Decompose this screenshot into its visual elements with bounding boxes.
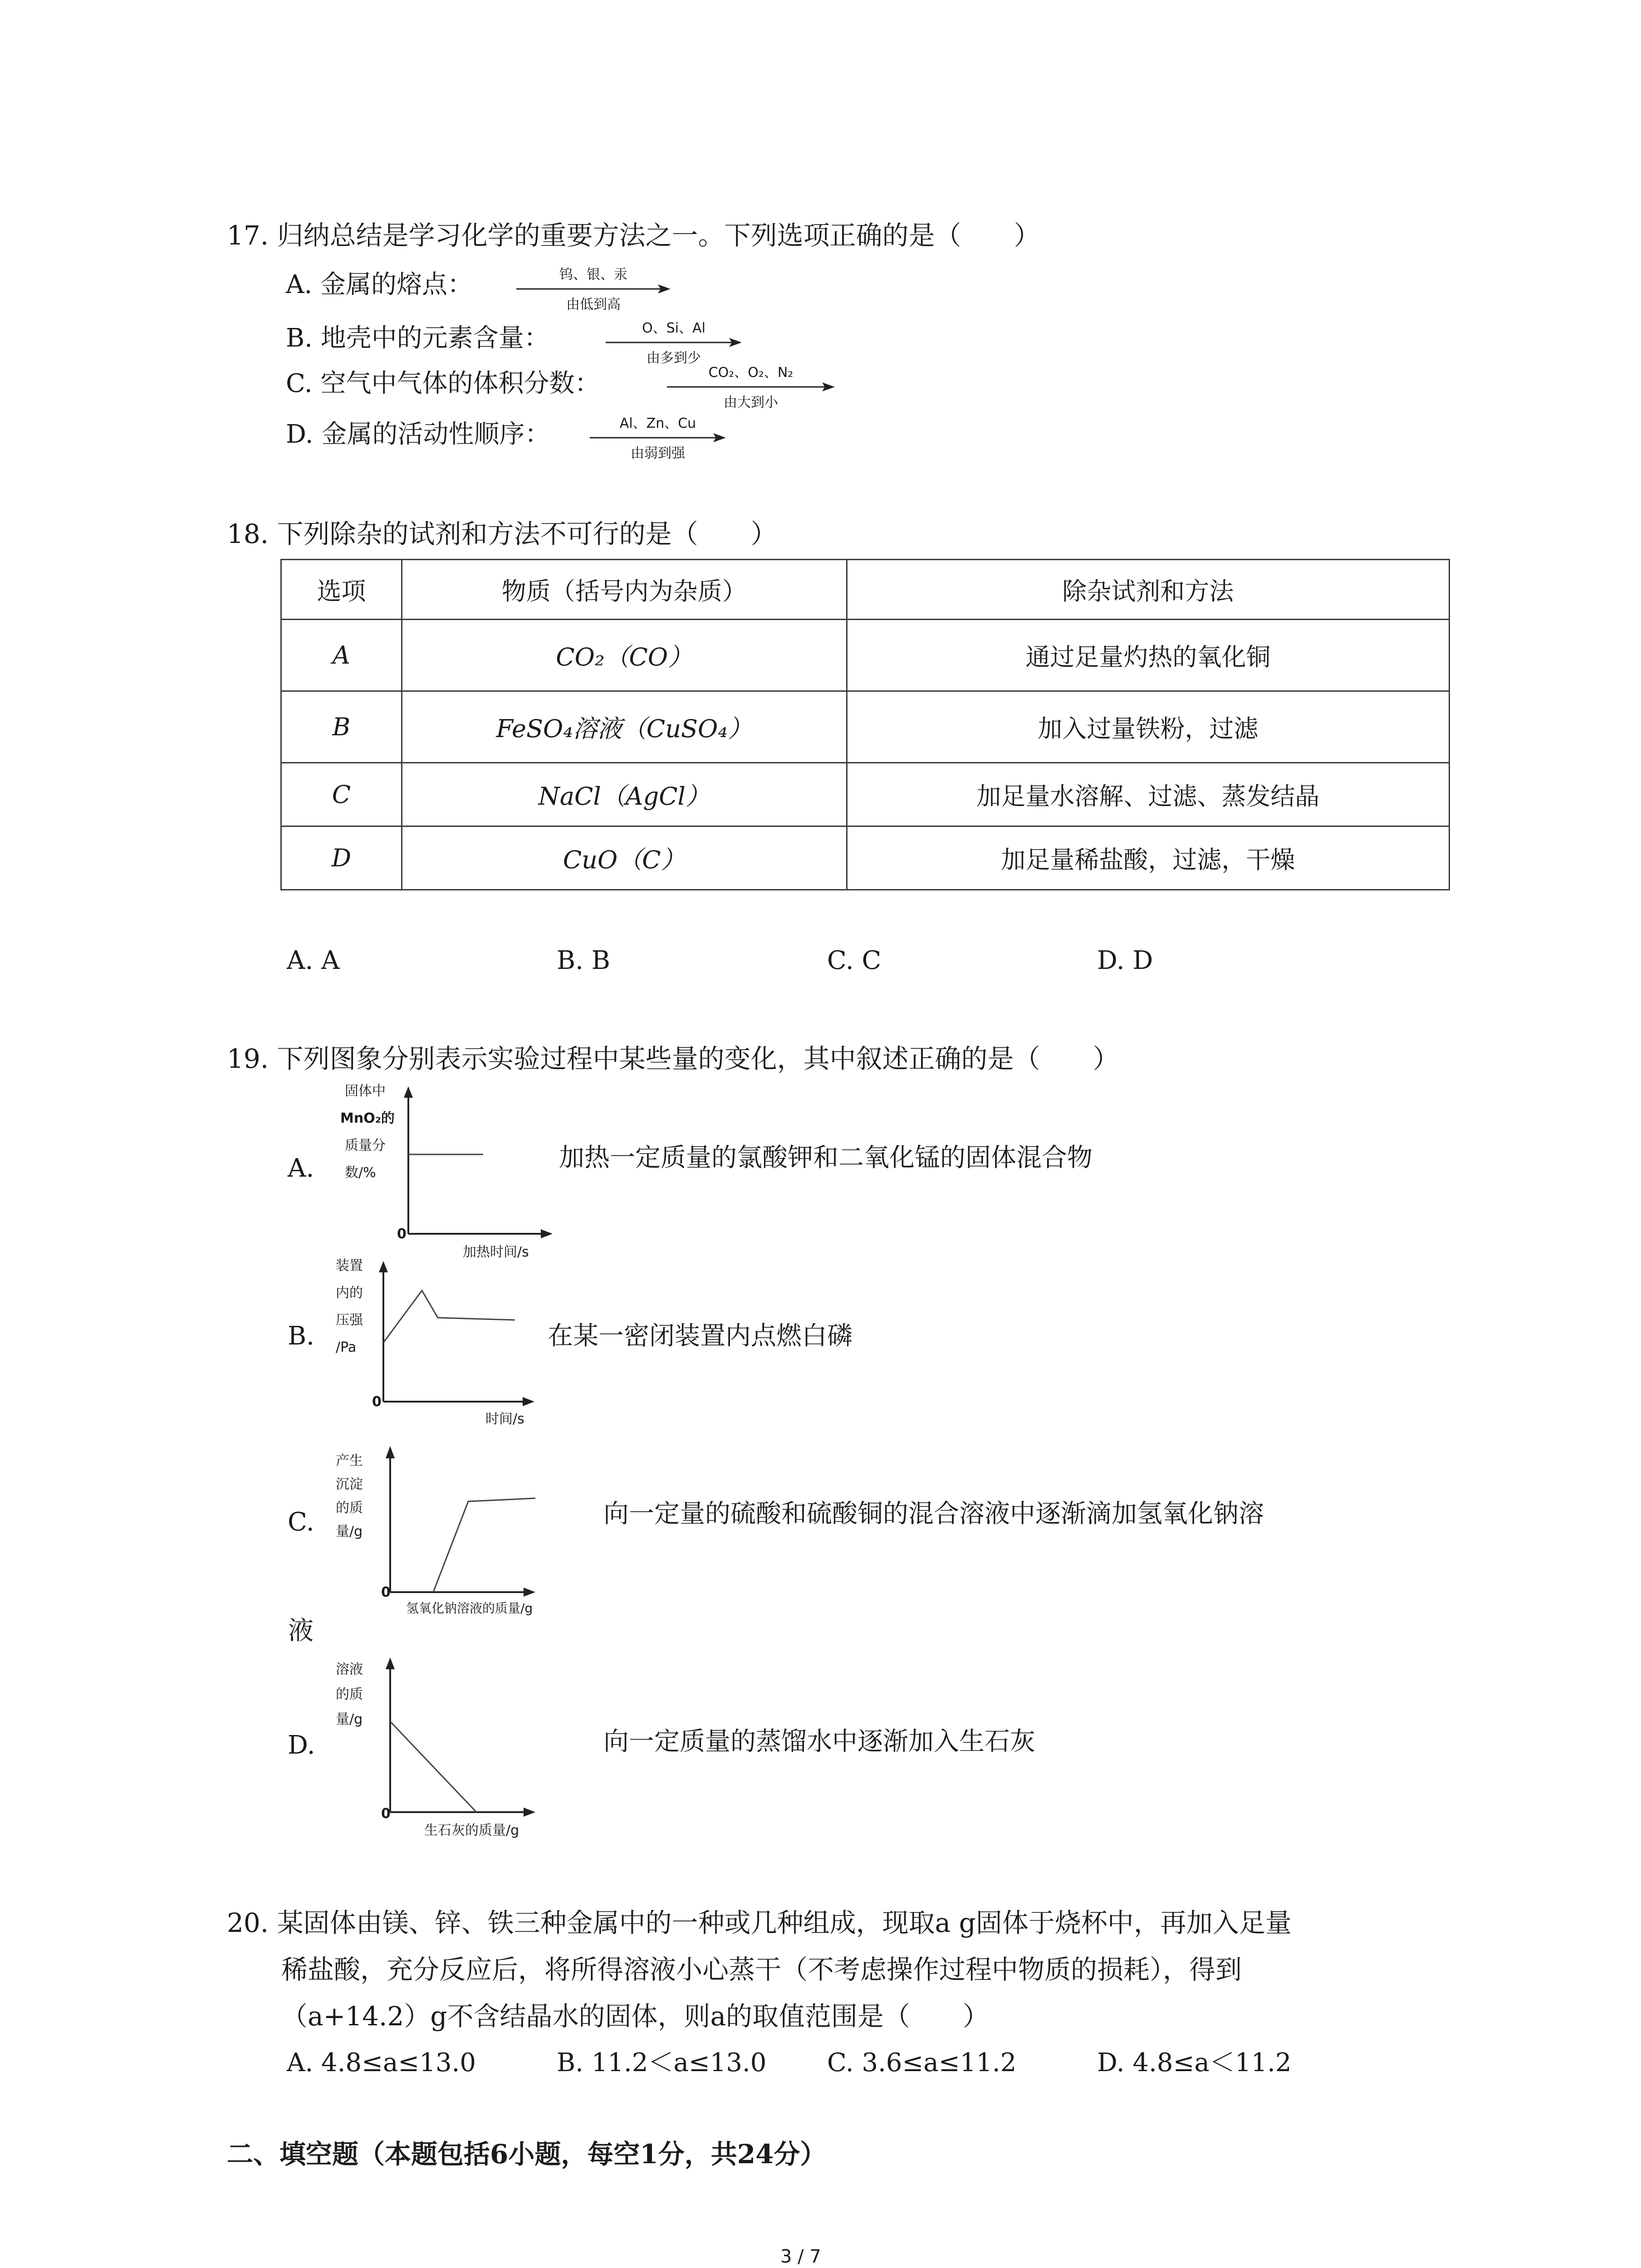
graph-d-origin: 0 — [381, 1806, 391, 1822]
table-cell-substance: FeSO₄溶液（CuSO₄） — [402, 691, 847, 763]
q17-option-d-arrow-top: Al、Zn、Cu — [619, 415, 696, 431]
q20-option-c: C. 3.6≤a≤11.2 — [827, 2048, 1017, 2077]
q17-option-d-label: D. 金属的活动性顺序： — [286, 420, 550, 449]
table-cell-substance: CO₂（CO） — [402, 620, 847, 691]
graph-a-origin: 0 — [397, 1226, 407, 1242]
q17-option-b-label: B. 地壳中的元素含量： — [286, 323, 549, 353]
y-axis-arrow-icon — [404, 1086, 413, 1098]
q19-graph-c — [336, 1438, 608, 1619]
q20-line-2: 稀盐酸，充分反应后，将所得溶液小心蒸干（不考虑操作过程中物质的损耗），得到 — [281, 1954, 1242, 1985]
graph-d-curve — [390, 1721, 476, 1812]
q20-option-d: D. 4.8≤a＜11.2 — [1097, 2048, 1292, 2077]
table-cell-option: C — [281, 763, 402, 826]
graph-a-ylabel: 数/% — [345, 1165, 376, 1181]
graph-b-origin: 0 — [372, 1394, 382, 1410]
q20-option-a: A. 4.8≤a≤13.0 — [287, 2048, 476, 2077]
q17-option-a-label: A. 金属的熔点： — [286, 270, 473, 299]
graph-d-xlabel: 生石灰的质量/g — [424, 1823, 519, 1838]
section-heading: 二、填空题（本题包括6小题，每空1分，共24分） — [227, 2139, 827, 2170]
q17-option-a-arrow — [516, 263, 671, 313]
q19-option-d-label: D. — [288, 1730, 315, 1760]
graph-c-xlabel: 氢氧化钠溶液的质量/g — [406, 1601, 533, 1616]
table-cell-substance: CuO（C） — [402, 826, 847, 890]
graph-b-curve — [383, 1290, 515, 1343]
graph-a-ylabel: MnO₂的 — [340, 1110, 395, 1126]
q17-option-b-arrow-bottom: 由多到少 — [647, 350, 701, 366]
graph-c-ylabel: 的质 — [336, 1500, 363, 1516]
graph-a-xlabel: 加热时间/s — [463, 1244, 529, 1260]
table-row — [281, 620, 1450, 691]
q20-line-1: 20. 某固体由镁、锌、铁三种金属中的一种或几种组成，现取a g固体于烧杯中，再加入足量 — [227, 1907, 1292, 1938]
x-axis-arrow-icon — [541, 1229, 553, 1238]
q19-option-a-label: A. — [288, 1154, 314, 1183]
graph-c-ylabel: 产生 — [336, 1453, 363, 1469]
q17-option-a-arrow-bottom: 由低到高 — [566, 297, 621, 313]
q17-option-c-label: C. 空气中气体的体积分数： — [286, 369, 600, 398]
q18-answer-c: C. C — [827, 946, 882, 975]
graph-c-curve — [433, 1498, 535, 1592]
q17-option-c-arrow-bottom: 由大到小 — [724, 395, 778, 411]
q20-line-3: （a+14.2）g不含结晶水的固体，则a的取值范围是（ ） — [281, 2001, 989, 2032]
y-axis-arrow-icon — [386, 1446, 395, 1458]
q19-option-c-desc: 向一定量的硫酸和硫酸铜的混合溶液中逐渐滴加氢氧化钠溶 — [603, 1499, 1264, 1529]
y-axis-arrow-icon — [386, 1657, 395, 1669]
q18-stem: 18. 下列除杂的试剂和方法不可行的是（ ） — [227, 518, 777, 549]
graph-d-ylabel: 溶液 — [336, 1662, 363, 1677]
q18-answer-b: B. B — [557, 946, 610, 975]
table-row — [281, 691, 1450, 763]
q19-option-c-label: C. — [288, 1507, 314, 1537]
page-number: 3 / 7 — [780, 2246, 821, 2267]
q19-option-c-desc-cont: 液 — [288, 1616, 314, 1646]
q19-graph-d — [336, 1651, 572, 1842]
q17-option-d-arrow-bottom: 由弱到强 — [631, 445, 685, 461]
table-cell-option: D — [281, 826, 402, 890]
q17-option-a-arrow-top: 钨、银、汞 — [559, 267, 627, 283]
graph-d-ylabel: 量/g — [336, 1711, 363, 1727]
q20-option-b: B. 11.2＜a≤13.0 — [557, 2048, 767, 2077]
graph-c-origin: 0 — [381, 1584, 391, 1600]
x-axis-arrow-icon — [524, 1808, 535, 1817]
q19-option-d-desc: 向一定质量的蒸馏水中逐渐加入生石灰 — [603, 1727, 1035, 1756]
table-cell-method: 加足量稀盐酸，过滤，干燥 — [847, 826, 1449, 890]
q17-option-d-arrow — [590, 412, 726, 462]
table-cell-option: A — [281, 620, 402, 691]
table-header-cell: 物质（括号内为杂质） — [402, 560, 847, 620]
y-axis-arrow-icon — [379, 1261, 388, 1272]
q19-graph-a — [336, 1082, 590, 1263]
q19-option-b-desc: 在某一密闭装置内点燃白磷 — [548, 1321, 852, 1351]
graph-d-ylabel: 的质 — [336, 1686, 363, 1702]
table-cell-method: 通过足量灼热的氧化铜 — [847, 620, 1449, 691]
table-header-cell: 除杂试剂和方法 — [847, 560, 1449, 620]
graph-b-ylabel: 装置 — [336, 1258, 363, 1274]
table-cell-substance: NaCl（AgCl） — [402, 763, 847, 826]
graph-b-ylabel: 内的 — [336, 1285, 363, 1301]
q18-table — [280, 559, 1450, 890]
q17-option-c-arrow-top: CO₂、O₂、N₂ — [708, 365, 794, 381]
q17-option-b-arrow — [606, 317, 742, 367]
q18-answer-d: D. D — [1097, 946, 1153, 975]
graph-a-ylabel: 固体中 — [345, 1083, 386, 1099]
table-header-cell: 选项 — [281, 560, 402, 620]
graph-c-ylabel: 沉淀 — [336, 1476, 363, 1492]
q19-graph-b — [336, 1256, 572, 1429]
table-row — [281, 826, 1450, 890]
x-axis-arrow-icon — [524, 1588, 535, 1597]
q17-stem: 17. 归纳总结是学习化学的重要方法之一。下列选项正确的是（ ） — [227, 220, 1040, 251]
graph-a-ylabel: 质量分 — [345, 1138, 386, 1154]
graph-c-ylabel: 量/g — [336, 1524, 363, 1540]
q19-option-a-desc: 加热一定质量的氯酸钾和二氧化锰的固体混合物 — [559, 1143, 1092, 1173]
graph-b-ylabel: 压强 — [336, 1312, 363, 1328]
x-axis-arrow-icon — [523, 1397, 534, 1406]
table-cell-method: 加足量水溶解、过滤、蒸发结晶 — [847, 763, 1449, 826]
table-cell-method: 加入过量铁粉，过滤 — [847, 691, 1449, 763]
q19-option-b-label: B. — [288, 1321, 314, 1351]
graph-b-xlabel: 时间/s — [485, 1411, 524, 1427]
q18-answer-a: A. A — [287, 946, 340, 975]
q17-option-b-arrow-top: O、Si、Al — [642, 320, 705, 336]
table-row — [281, 763, 1450, 826]
graph-b-ylabel: /Pa — [336, 1339, 357, 1355]
q17-option-c-arrow — [667, 361, 835, 411]
table-header-row — [281, 560, 1450, 620]
q19-stem: 19. 下列图象分别表示实验过程中某些量的变化，其中叙述正确的是（ ） — [227, 1043, 1119, 1074]
table-cell-option: B — [281, 691, 402, 763]
